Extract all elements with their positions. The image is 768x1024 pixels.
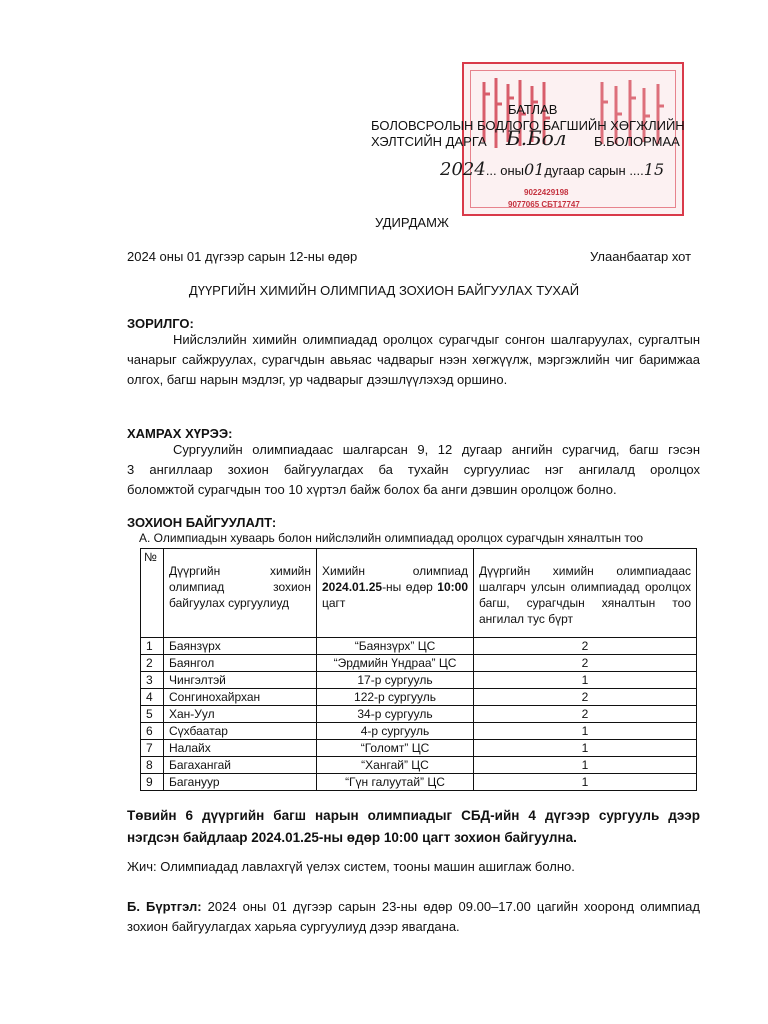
date-year-handwritten: 2024	[440, 159, 486, 180]
table-row	[141, 757, 697, 774]
scope-text-line-2: 3 ангиллаар зохион байгуулагдах ба тухайн сургуулиас нэг ангилалд оролцох	[127, 462, 700, 477]
row-school: “Хангай” ЦС	[317, 757, 474, 774]
date-day-handwritten: 15	[643, 160, 665, 179]
organization-heading: ЗОХИОН БАЙГУУЛАЛТ:	[127, 515, 277, 530]
row-quota: 1	[474, 723, 697, 740]
table-row	[141, 723, 697, 740]
row-quota: 2	[474, 638, 697, 655]
approval-line-1: БОЛОВСРОЛЫН БОДЛОГО БАГШИЙН ХӨГЖЛИЙН	[371, 118, 685, 133]
date-month-handwritten: 01	[524, 160, 545, 179]
row-school: “Гүн галуутай” ЦС	[317, 774, 474, 791]
row-district: Чингэлтэй	[164, 672, 317, 689]
row-district: Баянгол	[164, 655, 317, 672]
row-school: 34-р сургууль	[317, 706, 474, 723]
stamp-number-2: 9077065 СБТ17747	[508, 200, 580, 209]
row-quota: 2	[474, 689, 697, 706]
goal-text: Нийслэлийн химийн олимпиадад оролцох сурагчдыг сонгон шалгаруулах, сургалтын чанарыг сайжруулах, сурагчдын авьяас чадварыг нээн хөгжүүлж, мэргэжлийн чиг баримжаа олгох, багш нарын мэдлэг, ур чадварыг дээшлүүлэхэд оршино.	[127, 332, 700, 387]
row-number: 9	[141, 774, 164, 791]
signature: Б.Бол	[506, 126, 567, 150]
row-district: Налайх	[164, 740, 317, 757]
row-school: “Голомт” ЦС	[317, 740, 474, 757]
row-school: 122-р сургууль	[317, 689, 474, 706]
table-row	[141, 774, 697, 791]
row-school: “Эрдмийн Үндраа” ЦС	[317, 655, 474, 672]
document-type: УДИРДАМЖ	[375, 215, 449, 230]
document-date: 2024 оны 01 дүгээр сарын 12-ны өдөр	[127, 249, 358, 264]
registration	[127, 897, 700, 937]
row-number: 7	[141, 740, 164, 757]
table-row	[141, 638, 697, 655]
row-quota: 2	[474, 655, 697, 672]
row-district: Багануур	[164, 774, 317, 791]
registration-text: 2024 оны 01 дүгээр сарын 23-ны өдөр 09.00–17.00 цагийн хооронд олимпиад зохион байгуулагдах харьяа сургуулиуд дээр явагдана.	[127, 899, 700, 934]
document-title: ДҮҮРГИЙН ХИМИЙН ОЛИМПИАД ЗОХИОН БАЙГУУЛАХ ТУХАЙ	[188, 283, 580, 298]
header-olympiad: Химийн олимпиад 2024.01.25-ны өдөр 10:00 цагт	[317, 549, 474, 638]
row-number: 3	[141, 672, 164, 689]
row-number: 4	[141, 689, 164, 706]
scope-text-line-1: Сургуулийн олимпиадаас шалгарсан 9, 12 дугаар ангийн сурагчид, багш гэсэн	[173, 442, 700, 457]
olympiad-table	[140, 548, 697, 791]
row-district: Сүхбаатар	[164, 723, 317, 740]
date-text-1: ... оны	[485, 163, 525, 178]
row-district: Хан-Уул	[164, 706, 317, 723]
table-row	[141, 689, 697, 706]
organization-subheading: А. Олимпиадын хуваарь болон нийслэлийн олимпиадад оролцох сурагчдын хяналтын тоо	[139, 531, 644, 545]
row-district: Багахангай	[164, 757, 317, 774]
table-row	[141, 706, 697, 723]
row-school: 17-р сургууль	[317, 672, 474, 689]
table-row	[141, 740, 697, 757]
row-number: 2	[141, 655, 164, 672]
row-quota: 1	[474, 672, 697, 689]
stamp-number-1: 9022429198	[524, 188, 569, 197]
row-quota: 1	[474, 740, 697, 757]
table-header-row	[141, 549, 697, 638]
row-quota: 1	[474, 757, 697, 774]
approval-line-2-left: ХЭЛТСИЙН ДАРГА	[371, 134, 487, 149]
remark: Жич: Олимпиадад лавлахгүй үелэх систем, тооны машин ашиглаж болно.	[127, 859, 575, 874]
registration-label: Б. Бүртгэл:	[127, 899, 202, 914]
goal-heading: ЗОРИЛГО:	[127, 316, 194, 331]
row-district: Сонгинохайрхан	[164, 689, 317, 706]
table-row	[141, 655, 697, 672]
row-quota: 2	[474, 706, 697, 723]
row-quota: 1	[474, 774, 697, 791]
date-text-2: дугаар сарын ....	[544, 163, 644, 178]
header-quota: Дүүргийн химийн олимпиадаас шалгарч улсын олимпиадад оролцох багш, сурагчдын хяналтын тоо ангилал тус бүрт	[474, 549, 697, 638]
document-place: Улаанбаатар хот	[590, 249, 692, 264]
approval-line-2-right: Б.БОЛОРМАА	[594, 134, 680, 149]
approval-title: БАТЛАВ	[508, 102, 558, 117]
central-note: Төвийн 6 дүүргийн багш нарын олимпиадыг СБД-ийн 4 дүгээр сургууль дээр нэгдсэн байдлаар 2024.01.25-ны өдөр 10:00 цагт зохион байгуулна.	[127, 808, 700, 845]
header-number: №	[141, 549, 164, 638]
row-school: “Баянзүрх” ЦС	[317, 638, 474, 655]
row-number: 5	[141, 706, 164, 723]
header-district: Дүүргийн химийн олимпиад зохион байгуулах сургуулиуд	[164, 549, 317, 638]
approval-date	[440, 159, 665, 180]
scope-heading: ХАМРАХ ХҮРЭЭ:	[127, 426, 233, 441]
row-district: Баянзүрх	[164, 638, 317, 655]
row-school: 4-р сургууль	[317, 723, 474, 740]
table-row	[141, 672, 697, 689]
row-number: 8	[141, 757, 164, 774]
row-number: 1	[141, 638, 164, 655]
row-number: 6	[141, 723, 164, 740]
scope-text-line-3: боломжтой сурагчдын тоо 10 хүртэл байж болох ба анги дэвшин оролцож болно.	[127, 482, 617, 497]
